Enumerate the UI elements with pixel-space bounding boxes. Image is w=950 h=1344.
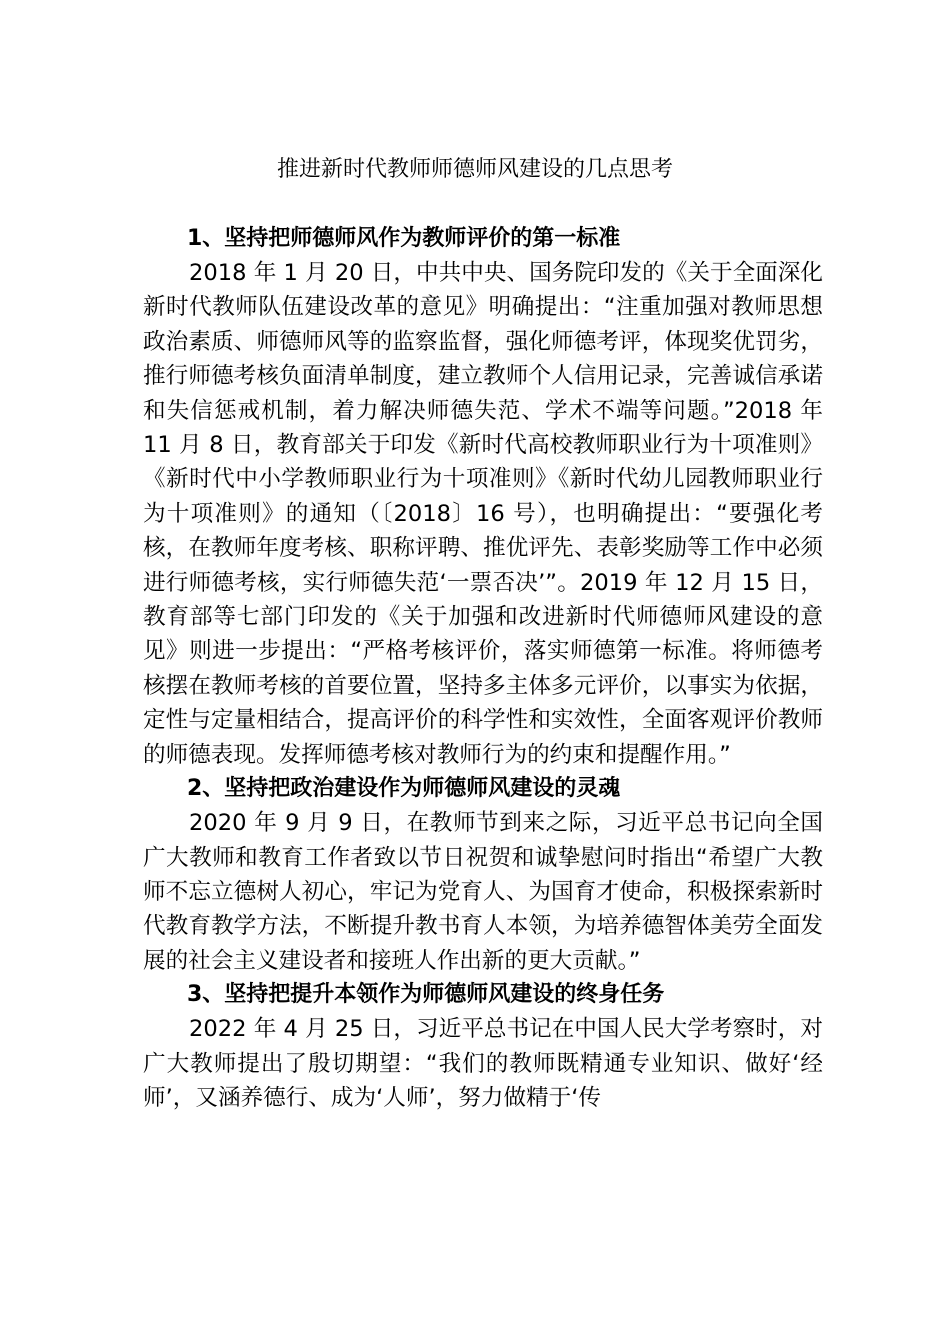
section-heading: 1、坚持把师德师风作为教师评价的第一标准 — [187, 226, 621, 251]
section-2 — [143, 772, 823, 978]
section-1 — [143, 222, 823, 772]
section-paragraph: 2018 年 1 月 20 日，中共中央、国务院印发的《关于全面深化新时代教师队伍建设改革的意见》明确提出：“注重加强对教师思想政治素质、师德师风等的监察监督，强化师德考评，体现奖优罚劣，推行师德考核负面清单制度，建立教师个人信用记录，完善诚信承诺和失信惩戒机制，着力解决师德失范、学术不端等问题。”2018 年 11 月 8 日，教育部关于印发《新时代高校教师职业行为十项准则》《新时代中小学教师职业行为十项准则》《新时代幼儿园教师职业行为十项准则》的通知（〔2018〕16 号），也明确提出：“要强化考核，在教师年度考核、职称评聘、推优评先、表彰奖励等工作中必须进行师德考核，实行师德失范‘一票否决’”。2019 年 12 月 15 日，教育部等七部门印发的《关于加强和改进新时代师德师风建设的意见》则进一步提出：“严格考核评价，落实师德第一标准。将师德考核摆在教师考核的首要位置，坚持多主体多元评价，以事实为依据，定性与定量相结合，提高评价的科学性和实效性，全面客观评价教师的师德表现。发挥师德考核对教师行为的约束和提醒作用。” — [143, 260, 823, 768]
document-title: 推进新时代教师师德师风建设的几点思考 — [276, 157, 673, 182]
document-body — [143, 222, 823, 1115]
section-paragraph: 2020 年 9 月 9 日，在教师节到来之际，习近平总书记向全国广大教师和教育工作者致以节日祝贺和诚挚慰问时指出“希望广大教师不忘立德树人初心，牢记为党育人、为国育才使命，积极探索新时代教育教学方法，不断提升教书育人本领，为培养德智体美劳全面发展的社会主义建设者和接班人作出新的更大贡献。” — [143, 810, 823, 974]
section-heading: 2、坚持把政治建设作为师德师风建设的灵魂 — [187, 776, 621, 802]
section-3 — [143, 978, 823, 1115]
section-heading: 3、坚持把提升本领作为师德师风建设的终身任务 — [187, 982, 665, 1008]
section-paragraph: 2022 年 4 月 25 日，习近平总书记在中国人民大学考察时，对广大教师提出了殷切期望：“我们的教师既精通专业知识、做好‘经师’，又涵养德行、成为‘人师’，努力做精于‘传 — [143, 1016, 823, 1111]
